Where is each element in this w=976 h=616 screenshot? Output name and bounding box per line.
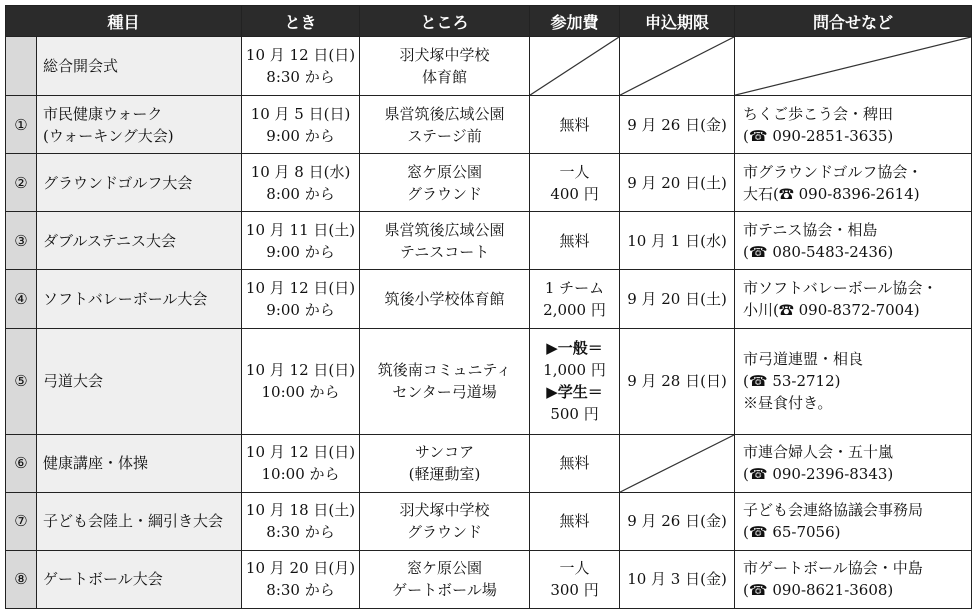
event-deadline-empty	[620, 434, 735, 492]
table-row	[6, 154, 972, 212]
header-fee: 参加費	[530, 6, 620, 37]
event-contact-line: ※昼食付き。	[743, 394, 833, 413]
event-fee-line: 1,000 円	[543, 361, 606, 380]
event-deadline: 9 月 20 日(土)	[620, 270, 735, 328]
header-event: 種目	[6, 6, 242, 37]
event-contact	[735, 154, 972, 212]
event-contact-line: 市弓道連盟・相良	[743, 350, 864, 369]
event-fee-line: 2,000 円	[543, 301, 606, 319]
event-where	[360, 154, 530, 212]
event-when-line: 9:00 から	[266, 126, 335, 145]
table-row	[6, 434, 972, 492]
header-deadline: 申込期限	[620, 6, 735, 37]
event-where-line: グラウンド	[407, 523, 483, 542]
event-contact-line: (☎ 090-2851-3635)	[743, 126, 894, 145]
event-where-line: 筑後小学校体育館	[384, 290, 505, 308]
event-name-line: (ウォーキング大会)	[43, 126, 174, 145]
event-when-line: 8:00 から	[266, 184, 335, 203]
event-contact-line: 市グラウンドゴルフ協会・	[743, 162, 923, 181]
event-where-line: 筑後南コミュニティ	[377, 361, 512, 380]
event-where-line: 県営筑後広域公園	[384, 220, 505, 239]
event-when-line: 9:00 から	[266, 242, 335, 261]
event-fee	[530, 434, 620, 492]
event-when-line: 10 月 12 日(日)	[245, 279, 356, 297]
event-where-line: サンコア	[414, 443, 475, 462]
event-where-line: テニスコート	[399, 242, 490, 261]
event-when	[242, 37, 360, 96]
event-fee-line: 一人	[559, 559, 590, 578]
event-where-line: センター弓道場	[392, 383, 497, 402]
event-fee	[530, 550, 620, 608]
event-contact	[735, 434, 972, 492]
event-when-line: 9:00 から	[266, 301, 335, 319]
event-name-line: 総合開会式	[43, 57, 119, 76]
event-name	[37, 492, 242, 550]
event-fee-line: 一人	[559, 162, 590, 181]
row-number	[6, 37, 37, 96]
event-when	[242, 434, 360, 492]
row-number: ①	[6, 96, 37, 154]
header-when: とき	[242, 6, 360, 37]
event-when-line: 10 月 20 日(月)	[245, 559, 356, 578]
event-contact-line: 市連合婦人会・五十嵐	[743, 443, 894, 462]
event-when-line: 10 月 18 日(土)	[245, 501, 356, 520]
event-when	[242, 328, 360, 434]
event-name-line: ダブルステニス大会	[43, 231, 177, 250]
table-row	[6, 328, 972, 434]
event-name	[37, 270, 242, 328]
event-when-line: 10:00 から	[261, 465, 340, 484]
event-where-line: 県営筑後広域公園	[384, 104, 505, 123]
table-row	[6, 96, 972, 154]
table-row	[6, 270, 972, 328]
row-number: ⑥	[6, 434, 37, 492]
event-where	[360, 212, 530, 270]
event-contact-line: ちくご歩こう会・稗田	[743, 104, 894, 123]
event-when-line: 8:30 から	[266, 523, 335, 542]
event-where	[360, 96, 530, 154]
event-fee-line: 500 円	[550, 405, 599, 424]
table-row	[6, 212, 972, 270]
event-where	[360, 434, 530, 492]
event-when-line: 10 月 11 日(土)	[245, 220, 356, 239]
header-where: ところ	[360, 6, 530, 37]
event-fee-line: 無料	[559, 454, 590, 473]
event-name-line: 子ども会陸上・綱引き大会	[43, 512, 224, 531]
event-contact-line: 大石(☎ 090-8396-2614)	[743, 184, 920, 203]
event-contact-line: 市ゲートボール協会・中島	[743, 559, 923, 578]
event-when-line: 10:00 から	[261, 383, 340, 402]
event-fee-line: 無料	[559, 231, 590, 250]
event-contact-line: 市テニス協会・相島	[743, 220, 878, 239]
table-row	[6, 550, 972, 608]
event-when-line: 8:30 から	[266, 68, 335, 87]
event-when-line: 8:30 から	[266, 581, 335, 600]
event-where-line: ステージ前	[407, 126, 482, 145]
event-contact	[735, 492, 972, 550]
event-when	[242, 550, 360, 608]
event-when	[242, 492, 360, 550]
event-contact-line: (☎ 53-2712)	[743, 372, 841, 391]
table-row	[6, 37, 972, 96]
event-contact	[735, 270, 972, 328]
event-contact	[735, 328, 972, 434]
event-fee-line: 300 円	[550, 581, 599, 600]
event-fee-line: ▶一般＝	[546, 339, 603, 358]
event-contact-line: (☎ 090-8621-3608)	[743, 581, 894, 600]
event-name-line: 市民健康ウォーク	[43, 104, 163, 123]
event-name	[37, 37, 242, 96]
event-when-line: 10 月 12 日(日)	[245, 46, 356, 65]
event-contact-line: (☎ 65-7056)	[743, 523, 841, 542]
event-contact	[735, 550, 972, 608]
event-where-line: 羽犬塚中学校	[399, 46, 490, 65]
event-when-line: 10 月 8 日(水)	[250, 162, 351, 181]
event-contact-line: (☎ 090-2396-8343)	[743, 465, 894, 484]
event-where	[360, 492, 530, 550]
event-where-line: グラウンド	[407, 184, 483, 203]
event-name-line: 健康講座・体操	[43, 454, 149, 473]
event-fee-line: 無料	[559, 512, 590, 531]
event-when-line: 10 月 12 日(日)	[245, 443, 356, 462]
row-number: ⑧	[6, 550, 37, 608]
event-contact-empty	[735, 37, 972, 96]
row-number: ③	[6, 212, 37, 270]
event-name	[37, 154, 242, 212]
event-when-line: 10 月 12 日(日)	[245, 361, 356, 380]
event-when	[242, 270, 360, 328]
event-fee-empty	[530, 37, 620, 96]
event-where-line: 窓ケ原公園	[407, 162, 483, 181]
row-number: ⑤	[6, 328, 37, 434]
event-name	[37, 212, 242, 270]
event-fee	[530, 270, 620, 328]
event-where-line: 体育館	[422, 68, 468, 87]
event-contact	[735, 96, 972, 154]
event-fee-line: ▶学生＝	[546, 383, 603, 402]
event-where-line: 羽犬塚中学校	[399, 501, 490, 520]
event-schedule-table	[5, 5, 972, 609]
event-contact-line: 小川(☎ 090-8372-7004)	[743, 301, 920, 319]
header-contact: 問合せなど	[735, 6, 972, 37]
event-where-line: ゲートボール場	[392, 581, 497, 600]
event-where-line: (軽運動室)	[408, 465, 481, 484]
event-when	[242, 212, 360, 270]
event-deadline: 10 月 3 日(金)	[620, 550, 735, 608]
event-fee	[530, 492, 620, 550]
event-where-line: 窓ケ原公園	[407, 559, 483, 578]
event-when	[242, 154, 360, 212]
event-where	[360, 270, 530, 328]
event-where	[360, 37, 530, 96]
event-where	[360, 328, 530, 434]
event-deadline-empty	[620, 37, 735, 96]
event-contact-line: 市ソフトバレーボール協会・	[743, 279, 938, 297]
event-name-line: ゲートボール大会	[43, 570, 163, 589]
table-row	[6, 492, 972, 550]
row-number: ②	[6, 154, 37, 212]
event-deadline: 10 月 1 日(水)	[620, 212, 735, 270]
event-name	[37, 550, 242, 608]
event-deadline: 9 月 26 日(金)	[620, 96, 735, 154]
event-fee-line: 400 円	[550, 184, 599, 203]
event-deadline: 9 月 28 日(日)	[620, 328, 735, 434]
event-name-line: グラウンドゴルフ大会	[43, 173, 193, 192]
event-fee-line: 1 チーム	[544, 279, 605, 297]
row-number: ⑦	[6, 492, 37, 550]
event-when-line: 10 月 5 日(日)	[250, 104, 351, 123]
event-deadline: 9 月 26 日(金)	[620, 492, 735, 550]
event-fee	[530, 154, 620, 212]
event-fee	[530, 328, 620, 434]
event-contact-line: (☎ 080-5483-2436)	[743, 242, 894, 261]
event-fee	[530, 96, 620, 154]
event-where	[360, 550, 530, 608]
event-deadline: 9 月 20 日(土)	[620, 154, 735, 212]
event-name-line: 弓道大会	[43, 372, 104, 391]
event-fee	[530, 212, 620, 270]
event-name	[37, 96, 242, 154]
event-name	[37, 328, 242, 434]
header-row	[6, 6, 972, 37]
event-when	[242, 96, 360, 154]
event-name-line: ソフトバレーボール大会	[43, 290, 208, 308]
event-contact-line: 子ども会連絡協議会事務局	[743, 501, 924, 520]
row-number: ④	[6, 270, 37, 328]
event-name	[37, 434, 242, 492]
event-fee-line: 無料	[559, 115, 590, 134]
event-contact	[735, 212, 972, 270]
